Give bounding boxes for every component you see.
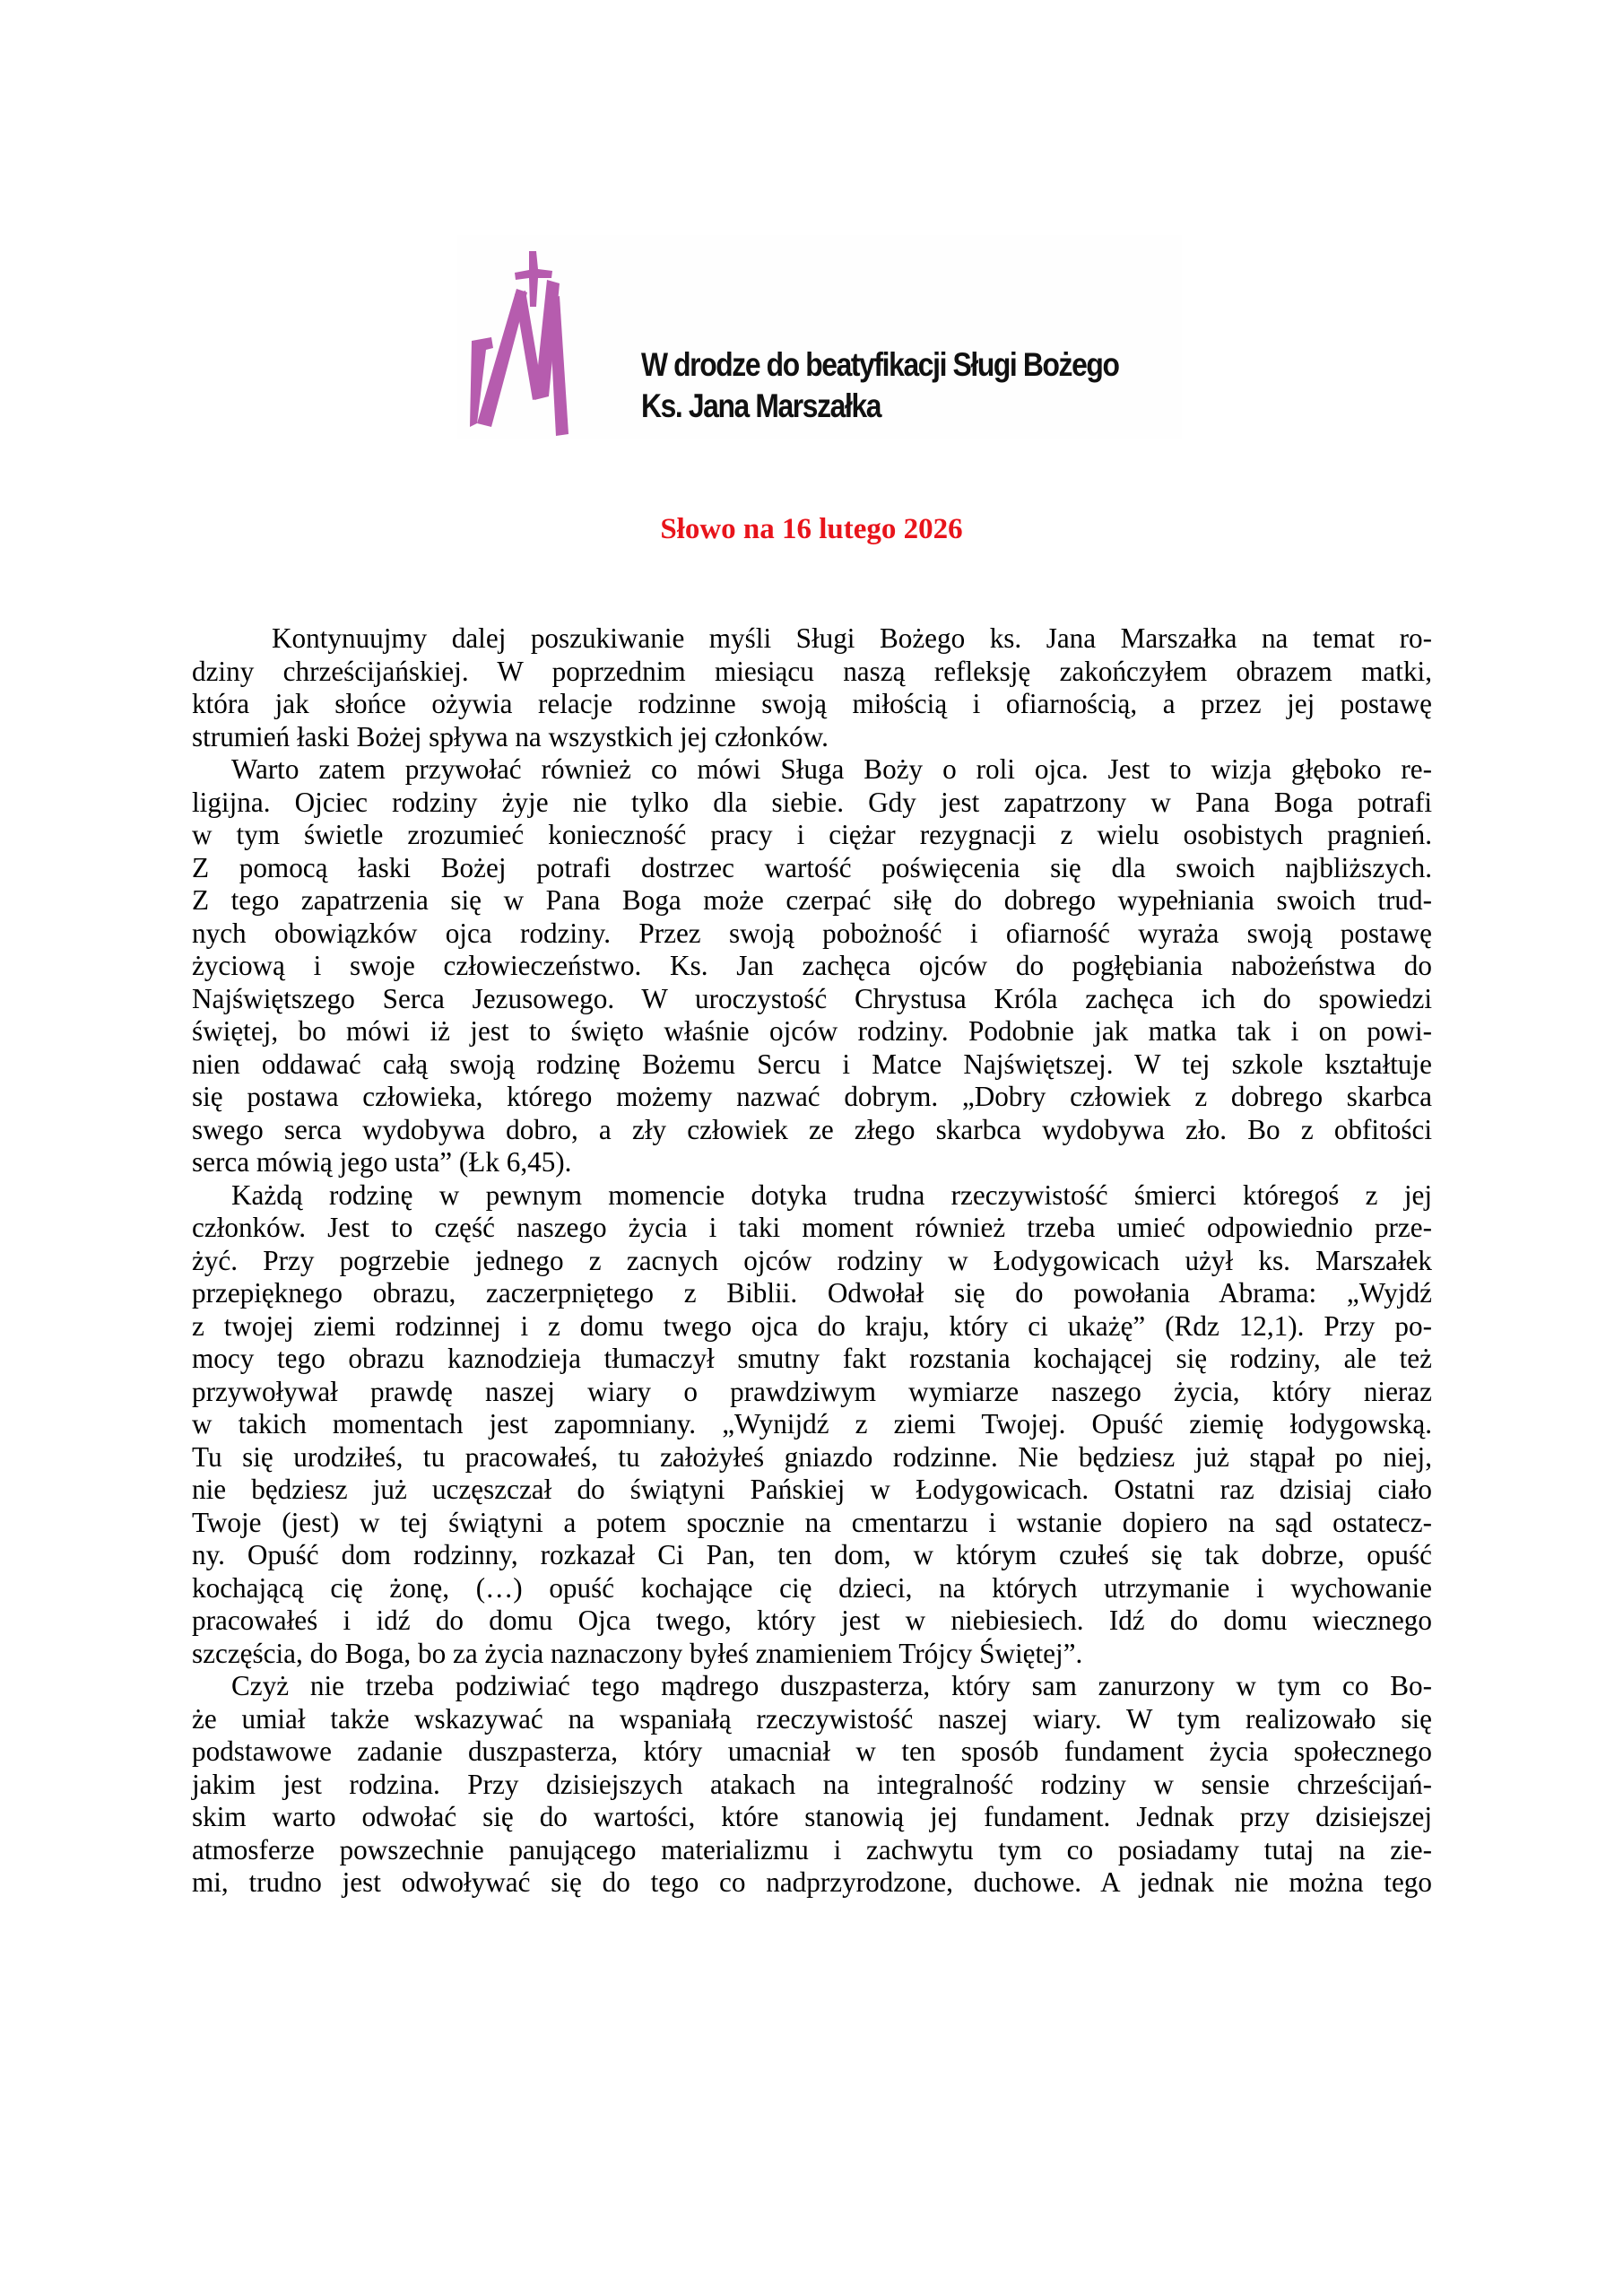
text-line: że umiał także wskazywać na wspaniałą rzeczywistość naszej wiary. W tym realizowało się: [192, 1702, 1432, 1735]
text-line: się postawa człowieka, którego możemy nazwać dobrym. „Dobry człowiek z dobrego skarbca: [192, 1081, 1432, 1112]
text-line: Tu się urodziłeś, tu pracowałeś, tu założyłeś gniazdo rodzinne. Nie będziesz już stąpał po niej,: [192, 1440, 1432, 1473]
text-line: Czyż nie trzeba podziwiać tego mądrego duszpasterza, który sam zanurzony w tym co Bo-: [231, 1670, 1432, 1701]
text-line: nie będziesz już uczęszczał do świątyni Pańskiej w Łodygowicach. Ostatni raz dzisiaj ciało: [192, 1474, 1432, 1505]
document-title: Słowo na 16 lutego 2026: [660, 513, 963, 545]
paragraph-1: [192, 622, 1432, 753]
banner-line-2: Ks. Jana Marszałka: [641, 387, 881, 424]
text-line: Z tego zapatrzenia się w Pana Boga może czerpać siłę do dobrego wypełniania swoich trud-: [192, 884, 1432, 916]
text-line: mi, trudno jest odwoływać się do tego co nadprzyrodzone, duchowe. A jednak nie można tego: [192, 1866, 1432, 1898]
text-line: która jak słońce ożywia relacje rodzinne swoją miłością i ofiarnością, a przez jej postawę: [192, 688, 1432, 719]
banner-line-1: W drodze do beatyfikacji Sługi Bożego: [641, 346, 1119, 383]
text-line: strumień łaski Bożej spływa na wszystkich jej członków.: [192, 720, 829, 752]
text-line: żyć. Przy pogrzebie jednego z zacnych ojców rodziny w Łodygowicach użył ks. Marszałek: [192, 1244, 1432, 1276]
banner-title: [641, 344, 1119, 427]
paragraph-3: [192, 1179, 1432, 1671]
text-line: w takich momentach jest zapomniany. „Wynijdź z ziemi Twojej. Opuść ziemię łodygowską.: [192, 1408, 1432, 1439]
text-line: kochającą cię żonę, (…) opuść kochające cię dzieci, na których utrzymanie i wychowanie: [192, 1571, 1432, 1604]
header-banner: [457, 235, 1182, 439]
text-line: Twoje (jest) w tej świątyni a potem spocznie na cmentarzu i wstanie dopiero na sąd ostatecz-: [192, 1506, 1432, 1538]
text-line: Najświętszego Serca Jezusowego. W uroczystość Chrystusa Króla zachęca ich do spowiedzi: [192, 982, 1432, 1014]
text-line: nien oddawać całą swoją rodzinę Bożemu Sercu i Matce Najświętszej. W tej szkole kształtuje: [192, 1048, 1432, 1080]
text-line: życiową i swoje człowieczeństwo. Ks. Jan zachęca ojców do pogłębiania nabożeństwa do: [192, 950, 1432, 981]
text-line: atmosferze powszechnie panującego materializmu i zachwytu tym co posiadamy tutaj na zie-: [192, 1833, 1432, 1866]
paragraph-4: [192, 1670, 1432, 1900]
text-line: mocy tego obrazu kaznodzieja tłumaczył smutny fakt rozstania kochającej się rodziny, ale też: [192, 1343, 1432, 1374]
document-body: [192, 622, 1432, 1900]
text-line: Każdą rodzinę w pewnym momencie dotyka trudna rzeczywistość śmierci któregoś z jej: [231, 1178, 1432, 1211]
text-line: w tym świetle zrozumieć konieczność pracy i ciężar rezygnacji z wielu osobistych pragnień.: [192, 819, 1432, 850]
text-line: Warto zatem przywołać również co mówi Sługa Boży o roli ojca. Jest to wizja głęboko re-: [231, 753, 1432, 785]
text-line: ligijna. Ojciec rodziny żyje nie tylko dla siebie. Gdy jest zapatrzony w Pana Boga potrafi: [192, 786, 1432, 818]
text-line: jakim jest rodzina. Przy dzisiejszych atakach na integralność rodziny w sensie chrześcijań-: [192, 1768, 1432, 1800]
text-line: serca mówią jego usta” (Łk 6,45).: [192, 1146, 572, 1178]
text-line: szczęścia, do Boga, bo za życia naznaczony byłeś znamieniem Trójcy Świętej”.: [192, 1637, 1083, 1669]
text-line: pracowałeś i idź do domu Ojca twego, który jest w niebiesiech. Idź do domu wiecznego: [192, 1605, 1432, 1636]
text-line: nych obowiązków ojca rodziny. Przez swoją pobożność i ofiarność wyraża swoją postawę: [192, 917, 1432, 949]
text-line: przepięknego obrazu, zaczerpniętego z Biblii. Odwołał się do powołania Abrama: „Wyjdź: [192, 1277, 1432, 1309]
text-line: Z pomocą łaski Bożej potrafi dostrzec wartość poświęcenia się dla swoich najbliższych.: [192, 851, 1432, 883]
text-line: swego serca wydobywa dobro, a zły człowiek ze złego skarbca wydobywa zło. Bo z obfitości: [192, 1113, 1432, 1145]
text-line: świętej, bo mówi iż jest to święto właśnie ojców rodziny. Podobnie jak matka tak i on powi-: [192, 1015, 1432, 1047]
text-line: skim warto odwołać się do wartości, które stanowią jej fundament. Jednak przy dzisiejszej: [192, 1801, 1432, 1832]
text-line: Kontynuujmy dalej poszukiwanie myśli Sługi Bożego ks. Jana Marszałka na temat ro-: [272, 622, 1432, 654]
stylized-m-cross-logo-icon: [466, 244, 569, 441]
text-line: członków. Jest to część naszego życia i taki moment również trzeba umieć odpowiednio prze-: [192, 1212, 1432, 1243]
text-line: ny. Opuść dom rodzinny, rozkazał Ci Pan, ten dom, w którym czułeś się tak dobrze, opuść: [192, 1539, 1432, 1570]
text-line: przywoływał prawdę naszej wiary o prawdziwym wymiarze naszego życia, który nieraz: [192, 1375, 1432, 1407]
text-line: z twojej ziemi rodzinnej i z domu twego ojca do kraju, który ci ukażę” (Rdz 12,1). Przy po-: [192, 1309, 1432, 1342]
text-line: podstawowe zadanie duszpasterza, który umacniał w ten sposób fundament życia społecznego: [192, 1735, 1432, 1767]
text-line: dziny chrześcijańskiej. W poprzednim miesiącu naszą refleksję zakończyłem obrazem matki,: [192, 655, 1432, 687]
paragraph-2: [192, 753, 1432, 1179]
